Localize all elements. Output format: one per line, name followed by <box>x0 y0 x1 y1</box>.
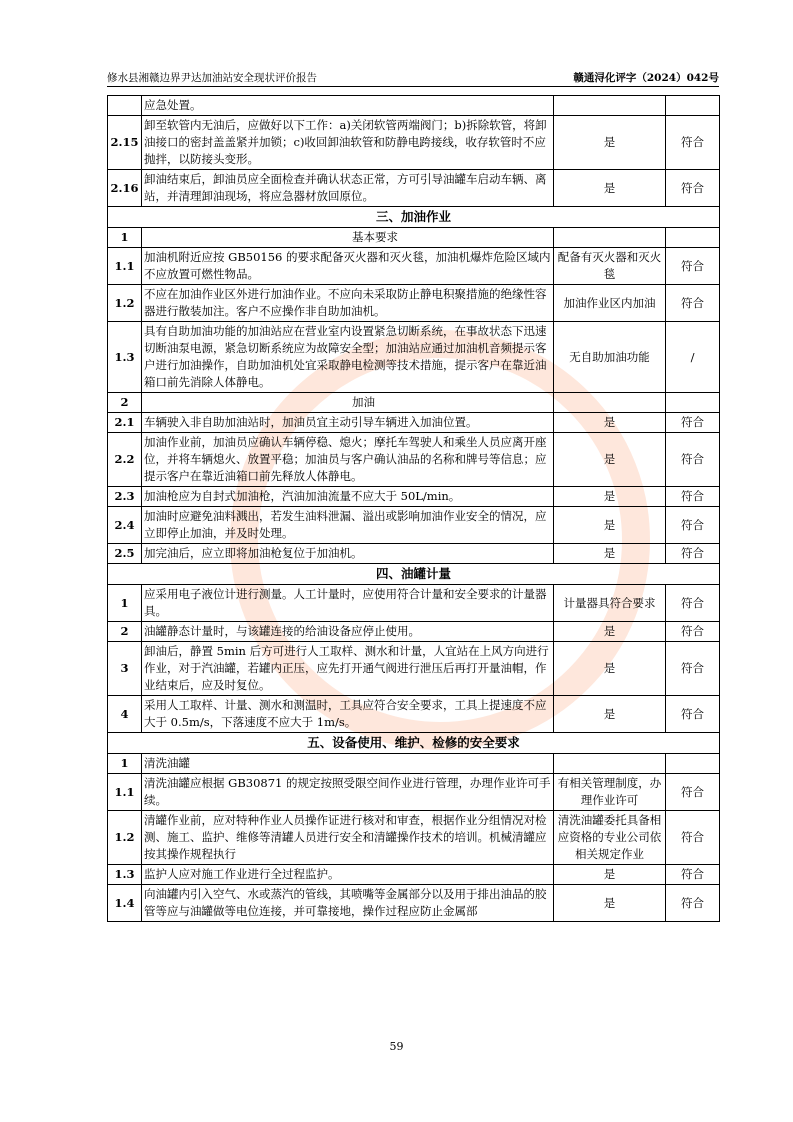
group-number: 1 <box>108 754 142 774</box>
item-number: 1.2 <box>108 285 142 322</box>
item-result: 有相关管理制度，办理作业许可 <box>554 774 666 811</box>
table-row <box>108 413 720 433</box>
table-row <box>108 885 720 922</box>
item-result: 是 <box>554 696 666 733</box>
item-content: 卸至软管内无油后，应做好以下工作：a)关闭软管两端阀门；b)拆除软管，将卸油接口的密封盖盖紧并加锁；c)收回卸油软管和防静电跨接线，收存软管时不应抛拌，以防接头变形。 <box>142 116 554 170</box>
group-row <box>108 393 720 413</box>
item-status: 符合 <box>666 696 720 733</box>
item-number: 2.2 <box>108 433 142 487</box>
item-result: 是 <box>554 170 666 207</box>
table-row <box>108 116 720 170</box>
table-row <box>108 865 720 885</box>
item-content: 应急处置。 <box>142 96 554 116</box>
item-result: 是 <box>554 116 666 170</box>
item-status: 符合 <box>666 487 720 507</box>
item-result: 无自助加油功能 <box>554 322 666 393</box>
section-title: 三、加油作业 <box>108 207 720 228</box>
item-content: 加油枪应为自封式加油枪，汽油加油流量不应大于 50L/min。 <box>142 487 554 507</box>
report-number: 赣通浔化评字（2024）042号 <box>573 72 719 84</box>
item-content: 监护人应对施工作业进行全过程监护。 <box>142 865 554 885</box>
item-content: 加油时应避免油料溅出，若发生油料泄漏、溢出或影响加油作业安全的情况，应立即停止加油，并及时处理。 <box>142 507 554 544</box>
item-number: 1.3 <box>108 865 142 885</box>
item-content: 应采用电子液位计进行测量。人工计量时，应使用符合计量和安全要求的计量器具。 <box>142 585 554 622</box>
item-content: 清罐作业前，应对特种作业人员操作证进行核对和审查，根据作业分组情况对检测、施工、监护、维修等清罐人员进行安全和清罐操作技术的培训。机械清罐应按其操作规程执行 <box>142 811 554 865</box>
item-number: 2.5 <box>108 544 142 564</box>
item-result: 是 <box>554 487 666 507</box>
item-number: 2.1 <box>108 413 142 433</box>
group-row <box>108 754 720 774</box>
item-content: 向油罐内引入空气、水或蒸汽的管线，其喷嘴等金属部分以及用于排出油品的胶管等应与油罐做等电位连接，并可靠接地，操作过程应防止金属部 <box>142 885 554 922</box>
item-number: 1.4 <box>108 885 142 922</box>
page-number: 59 <box>389 1040 404 1053</box>
group-number: 2 <box>108 393 142 413</box>
page-header <box>107 68 719 87</box>
table-row <box>108 248 720 285</box>
item-number: 1 <box>108 585 142 622</box>
table-row <box>108 96 720 116</box>
item-number: 1.1 <box>108 774 142 811</box>
item-status: 符合 <box>666 585 720 622</box>
item-result: 是 <box>554 642 666 696</box>
item-number: 3 <box>108 642 142 696</box>
item-content: 具有自助加油功能的加油站应在营业室内设置紧急切断系统，在事故状态下迅速切断油泵电源，紧急切断系统应为故障安全型；加油站应通过加油机音频提示客户进行加油操作，自助加油机处宜采取静电检测等技术措施，提示客户在靠近油箱口前先消除人体静电。 <box>142 322 554 393</box>
table-row <box>108 487 720 507</box>
item-status: 符合 <box>666 507 720 544</box>
item-number: 4 <box>108 696 142 733</box>
group-number: 1 <box>108 228 142 248</box>
table-row <box>108 433 720 487</box>
item-content: 卸油后，静置 5min 后方可进行人工取样、测水和计量，人宜站在上风方向进行作业，对于汽油罐，若罐内正压，应先打开通气阀进行泄压后再打开量油帽，作业结束后，应及时复位。 <box>142 642 554 696</box>
table-row <box>108 170 720 207</box>
item-status: 符合 <box>666 544 720 564</box>
table-row <box>108 544 720 564</box>
item-result: 是 <box>554 865 666 885</box>
table-row <box>108 585 720 622</box>
section-row <box>108 207 720 228</box>
item-status <box>666 96 720 116</box>
item-status: 符合 <box>666 642 720 696</box>
item-status: 符合 <box>666 811 720 865</box>
item-status: 符合 <box>666 285 720 322</box>
report-title: 修水县湘赣边界尹达加油站安全现状评价报告 <box>107 72 317 84</box>
item-content: 加油机附近应按 GB50156 的要求配备灭火器和灭火毯，加油机爆炸危险区域内不应放置可燃性物品。 <box>142 248 554 285</box>
item-status: 符合 <box>666 170 720 207</box>
item-number: 1.3 <box>108 322 142 393</box>
item-content: 加油作业前，加油员应确认车辆停稳、熄火；摩托车驾驶人和乘坐人员应离开座位，并将车辆熄火、放置平稳；加油员与客户确认油品的名称和牌号等信息；应提示客户在靠近油箱口前先释放人体静电。 <box>142 433 554 487</box>
group-row <box>108 228 720 248</box>
item-result: 加油作业区内加油 <box>554 285 666 322</box>
item-status: 符合 <box>666 622 720 642</box>
item-status: 符合 <box>666 885 720 922</box>
item-result: 是 <box>554 544 666 564</box>
group-title: 加油 <box>142 393 554 413</box>
table-row <box>108 811 720 865</box>
item-status: 符合 <box>666 865 720 885</box>
item-content: 油罐静态计量时，与该罐连接的给油设备应停止使用。 <box>142 622 554 642</box>
item-number: 2.3 <box>108 487 142 507</box>
item-status: 符合 <box>666 774 720 811</box>
group-title: 基本要求 <box>142 228 554 248</box>
table-row <box>108 322 720 393</box>
item-result: 计量器具符合要求 <box>554 585 666 622</box>
item-result <box>554 96 666 116</box>
item-result: 是 <box>554 507 666 544</box>
item-status: 符合 <box>666 116 720 170</box>
item-number: 2.15 <box>108 116 142 170</box>
item-result: 清洗油罐委托具备相应资格的专业公司依相关规定作业 <box>554 811 666 865</box>
item-result: 是 <box>554 885 666 922</box>
item-result: 配备有灭火器和灭火毯 <box>554 248 666 285</box>
item-status: 符合 <box>666 413 720 433</box>
section-title: 四、油罐计量 <box>108 564 720 585</box>
item-status: 符合 <box>666 248 720 285</box>
table-row <box>108 696 720 733</box>
item-number: 2.16 <box>108 170 142 207</box>
group-title: 清洗油罐 <box>142 754 554 774</box>
section-row <box>108 564 720 585</box>
item-number: 2 <box>108 622 142 642</box>
table-row <box>108 642 720 696</box>
item-result: 是 <box>554 622 666 642</box>
section-title: 五、设备使用、维护、检修的安全要求 <box>108 733 720 754</box>
table-row <box>108 507 720 544</box>
table-row <box>108 285 720 322</box>
item-number: 2.4 <box>108 507 142 544</box>
item-content: 车辆驶入非自助加油站时，加油员宜主动引导车辆进入加油位置。 <box>142 413 554 433</box>
item-status: 符合 <box>666 433 720 487</box>
item-content: 采用人工取样、计量、测水和测温时，工具应符合安全要求，工具上提速度不应大于 0.5m/s，下落速度不应大于 1m/s。 <box>142 696 554 733</box>
item-number: 1.2 <box>108 811 142 865</box>
checklist-table <box>107 95 720 922</box>
item-content: 加完油后，应立即将加油枪复位于加油机。 <box>142 544 554 564</box>
item-status: / <box>666 322 720 393</box>
item-content: 卸油结束后，卸油员应全面检查并确认状态正常，方可引导油罐车启动车辆、离站，并清理卸油现场，将应急器材放回原位。 <box>142 170 554 207</box>
item-result: 是 <box>554 433 666 487</box>
section-row <box>108 733 720 754</box>
item-content: 不应在加油作业区外进行加油作业。不应向未采取防止静电积聚措施的绝缘性容器进行散装加注。客户不应操作非自助加油机。 <box>142 285 554 322</box>
item-content: 清洗油罐应根据 GB30871 的规定按照受限空间作业进行管理，办理作业许可手续。 <box>142 774 554 811</box>
item-result: 是 <box>554 413 666 433</box>
item-number: 1.1 <box>108 248 142 285</box>
table-row <box>108 622 720 642</box>
table-row <box>108 774 720 811</box>
